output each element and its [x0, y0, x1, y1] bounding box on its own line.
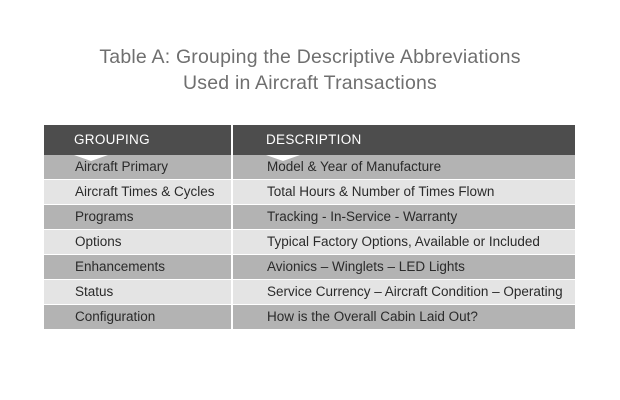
grouping-cell: Options — [75, 234, 122, 249]
table-row — [44, 230, 575, 255]
table-body — [44, 155, 575, 329]
description-cell: How is the Overall Cabin Laid Out? — [267, 309, 478, 324]
table-row — [44, 180, 575, 205]
description-cell: Total Hours & Number of Times Flown — [267, 184, 495, 199]
header-description-caret-icon — [266, 155, 300, 161]
table-title — [0, 44, 620, 96]
grouping-cell: Programs — [75, 209, 134, 224]
header-description: DESCRIPTION — [266, 132, 362, 147]
column-divider — [231, 125, 233, 349]
table-row — [44, 155, 575, 180]
table-row — [44, 255, 575, 280]
description-cell: Tracking - In-Service - Warranty — [267, 209, 458, 224]
header-grouping-caret-icon — [74, 155, 108, 161]
grouping-cell: Aircraft Primary — [75, 159, 169, 174]
description-cell: Typical Factory Options, Available or Included — [267, 234, 540, 249]
table-row — [44, 280, 575, 305]
grouping-cell: Aircraft Times & Cycles — [75, 184, 215, 199]
abbreviation-table — [44, 125, 575, 349]
grouping-cell: Configuration — [75, 309, 156, 324]
description-cell: Model & Year of Manufacture — [267, 159, 442, 174]
table-title-line-2: Used in Aircraft Transactions — [183, 72, 437, 94]
table-header — [44, 125, 575, 155]
header-grouping: GROUPING — [74, 132, 150, 147]
description-cell: Service Currency – Aircraft Condition – Operating — [267, 284, 563, 299]
description-cell: Avionics – Winglets – LED Lights — [267, 259, 465, 274]
grouping-cell: Enhancements — [75, 259, 166, 274]
table-title-line-1: Table A: Grouping the Descriptive Abbreviations — [99, 46, 521, 68]
table-row — [44, 205, 575, 230]
table-row — [44, 305, 575, 329]
grouping-cell: Status — [75, 284, 114, 299]
